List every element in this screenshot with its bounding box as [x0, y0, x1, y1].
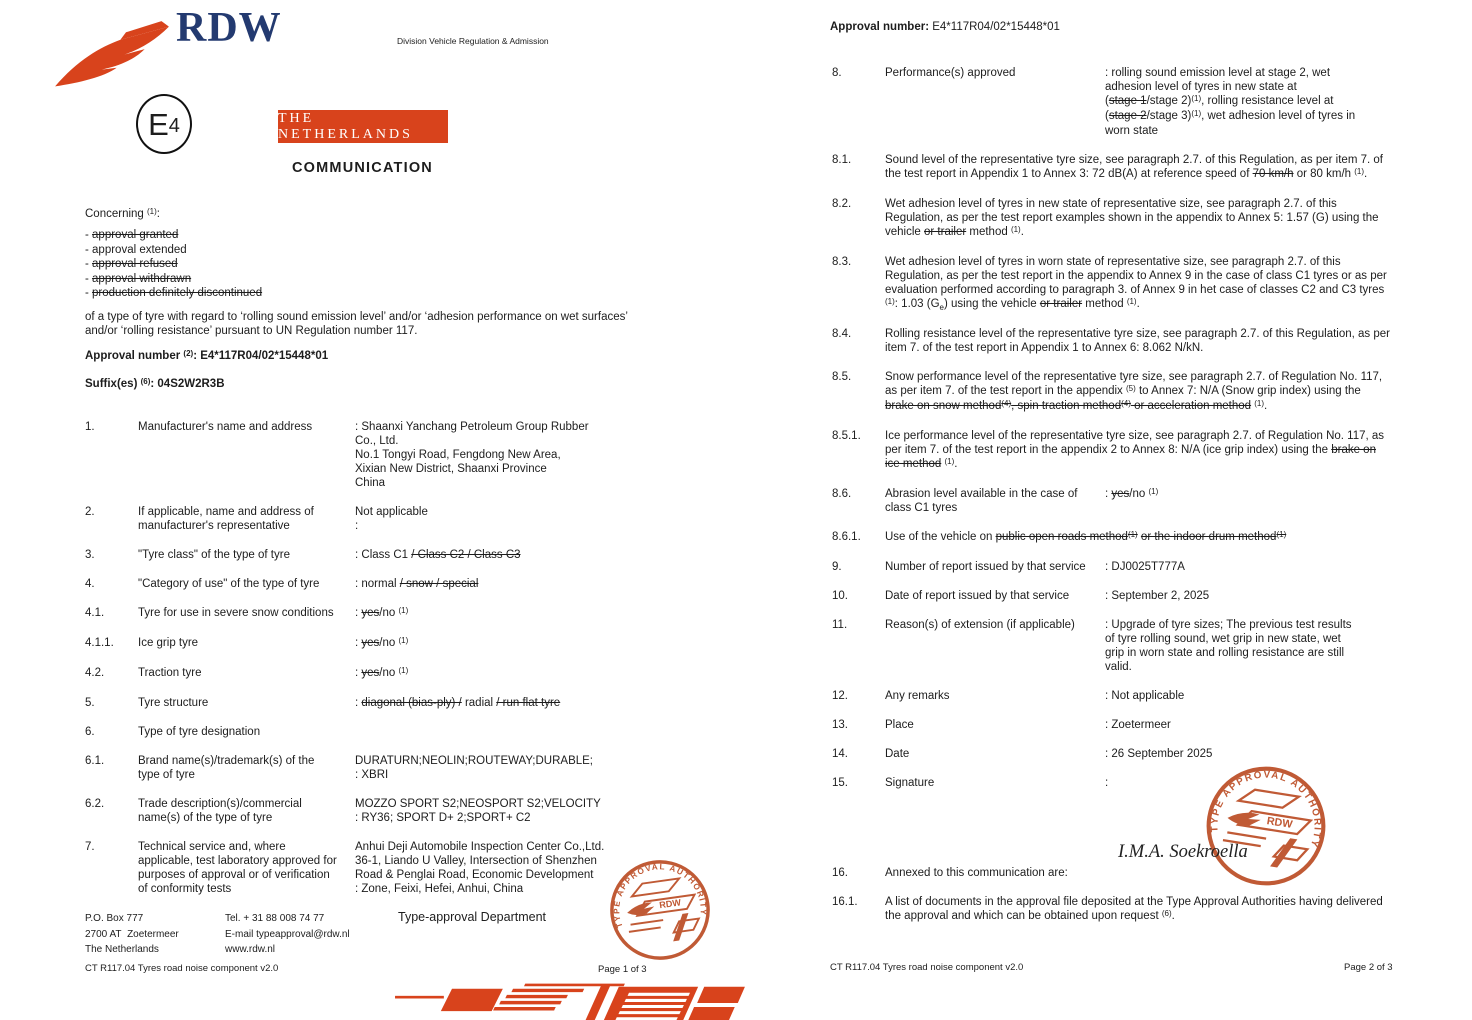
item-number: 6.2.: [85, 798, 105, 810]
concerning-option: - approval refused: [85, 258, 178, 270]
concerning-option: - approval extended: [85, 243, 187, 256]
item-label: Trade description(s)/commercial name(s) of the type of tyre: [138, 798, 302, 824]
item-label: Performance(s) approved: [885, 67, 1016, 79]
item-number: 8.: [832, 67, 842, 79]
item-number: 8.4.: [832, 328, 852, 340]
items-list-page2: [832, 66, 1390, 805]
website-line: www.rdw.nl: [225, 944, 276, 955]
item-value: :: [1105, 777, 1109, 789]
item-row: [832, 618, 1390, 674]
item-number: 1.: [85, 421, 95, 433]
page-number: Page 2 of 3: [1344, 962, 1393, 973]
item-value: : Upgrade of tyre sizes; The previous test results of tyre rolling sound, wet grip in new state, wet grip in worn state and rolling resistance are still valid.: [1105, 619, 1352, 673]
item-number: 8.1.: [832, 154, 852, 166]
item-value: : DJ0025T777A: [1105, 561, 1185, 573]
item-value: : Shaanxi Yanchang Petroleum Group Rubber Co., Ltd. No.1 Tongyi Road, Fengdong New Area, Xixian New District, Shaanxi Province China: [355, 421, 589, 489]
speed-lines-graphic: [393, 982, 749, 1020]
item-number: 5.: [85, 697, 95, 709]
item-label: Technical service and, where applicable, test laboratory approved for purposes of approval or of verification of conformity tests: [138, 841, 337, 895]
concerning-option: - approval withdrawn: [85, 272, 192, 285]
concerning-option: - production definitely discontinued: [85, 287, 263, 299]
item-number: 2.: [85, 506, 95, 518]
signature-name: I.M.A. Soekroella: [1118, 842, 1248, 862]
item-label: Brand name(s)/trademark(s) of the type of tyre: [138, 755, 315, 781]
item-row: [85, 505, 747, 533]
item-row: [832, 747, 1390, 761]
item-row: [85, 666, 747, 681]
item-text: A list of documents in the approval file deposited at the Type Approval Authorities having delivered the approval and which can be obtained upon request $^{(6)}$.: [885, 896, 1383, 922]
rdw-eagle-icon: [50, 8, 174, 92]
concerning-option: - approval granted: [85, 229, 179, 241]
footer-address: [85, 911, 179, 958]
address-line: P.O. Box 777: [85, 913, 144, 924]
item-number: 4.2.: [85, 667, 105, 679]
item-row: [832, 866, 1390, 880]
item-value: Anhui Deji Automobile Inspection Center Co.,Ltd. 36-1, Liando U Valley, Intersection of Shenzhen Road & Penglai Road, Economic Development : Zone, Feixi, Hefei, Anhui, China: [355, 841, 605, 895]
address-line: The Netherlands: [85, 944, 159, 955]
item-label: Traction tyre: [138, 667, 202, 679]
item-label: Number of report issued by that service: [885, 561, 1086, 573]
item-text: Sound level of the representative tyre size, see paragraph 2.7. of this Regulation, as per item 7. of the test report in Appendix 1 to Annex 3: 72 dB(A) at reference speed of 70 km/h or 80 km/h $^{(1)}$.: [885, 154, 1383, 180]
item-number: 8.2.: [832, 198, 852, 210]
item-row: [85, 577, 747, 591]
footer-contact: [225, 911, 350, 958]
item-value: : rolling sound emission level at stage 2, wet adhesion level of tyres in new state at (stage 1/stage 2)$^{(1)}$, rolling resistance level at (stage 2/stage 3)$^{(1)}$, wet adhesion level of tyres in worn state: [1105, 67, 1356, 137]
approval-number-line: Approval number $^{(2)}$: E4*117R04/02*15448*01: [85, 348, 329, 362]
item-text: Use of the vehicle on public open roads method$^{(1)}$ or the indoor drum method$^{(1)}$: [885, 529, 1287, 543]
stamp-ring-text: TYPE APPROVAL AUTHORITY: [612, 862, 708, 930]
item-number: 8.6.: [832, 488, 852, 500]
item-value: [355, 725, 747, 739]
approval-stamp-icon: [601, 851, 718, 968]
item-label: Tyre for use in severe snow conditions: [138, 607, 334, 619]
netherlands-banner: THE NETHERLANDS: [278, 110, 448, 143]
item-number: 16.: [832, 867, 848, 879]
stamp-rdw-label: RDW: [1265, 815, 1294, 831]
item-number: 4.1.: [85, 607, 105, 619]
item-value: : Not applicable: [1105, 690, 1185, 702]
e4-approval-mark: [136, 94, 192, 154]
item-label: Ice grip tyre: [138, 637, 199, 649]
item-row: [85, 696, 747, 710]
item-label: Signature: [885, 777, 935, 789]
item-number: 8.5.1.: [832, 430, 861, 442]
item-number: 4.1.1.: [85, 637, 114, 649]
item-row: [85, 797, 747, 825]
item-row: [85, 725, 747, 739]
page-title: COMMUNICATION: [292, 160, 433, 176]
item-row: [832, 530, 1390, 545]
item-value: : yes/no $^{(1)}$: [355, 635, 409, 649]
item-text: Wet adhesion level of tyres in new state of representative size, see paragraph 2.7. of this Regulation, as per the test report examples shown in the appendix to Annex 5: 1.57 (G) using the vehicle or trailer method $^{(1)}$.: [885, 198, 1379, 238]
item-label: Date: [885, 748, 910, 760]
stamp-ring-text: TYPE APPROVAL AUTHORITY: [1209, 769, 1323, 850]
item-value: : diagonal (bias-ply) / radial / run flat tyre: [355, 697, 561, 709]
concerning-heading: Concerning $^{(1)}$:: [85, 206, 160, 220]
doc-reference: CT R117.04 Tyres road noise component v2.0: [830, 962, 1024, 973]
page-number: Page 1 of 3: [598, 964, 647, 975]
concerning-options: [85, 228, 262, 301]
item-value: : yes/no $^{(1)}$: [355, 605, 409, 619]
item-text: Ice performance level of the representative tyre size, see paragraph 2.7. of Regulation No. 117, as per item 7. of the test report in the appendix 2 to Annex 8: N/A (ice grip index) using the brake on ice method $^{(1)}$.: [885, 430, 1385, 470]
item-label: Abrasion level available in the case of class C1 tyres: [885, 488, 1078, 514]
stamp-rdw-label: RDW: [658, 897, 682, 911]
item-value: : normal / snow / special: [355, 578, 479, 590]
address-line: 2700 AT Zoetermeer: [85, 928, 179, 940]
item-row: [85, 636, 747, 651]
item-value: : Zoetermeer: [1105, 719, 1171, 731]
item-row: [832, 66, 1390, 138]
item-row: [832, 429, 1390, 472]
item-text: Rolling resistance level of the representative tyre size, see paragraph 2.7. of this Regulation, as per item 7. of the test report in Appendix 1 to Annex 6: 8.062 N/kN.: [885, 328, 1391, 354]
item-row: [832, 327, 1390, 355]
item-number: 9.: [832, 561, 842, 573]
division-label: Division Vehicle Regulation & Admission: [397, 36, 549, 46]
item-row: [832, 153, 1390, 182]
item-number: 12.: [832, 690, 848, 702]
item-number: 14.: [832, 748, 848, 760]
item-value: Not applicable :: [355, 506, 428, 532]
item-text: Wet adhesion level of tyres in worn state of representative size, see paragraph 2.7. of this Regulation, as per the test report in the appendix to Annex 9 in the case of class C1 tyres or as per evaluation performed according to paragraph 3. of Annex 9 in het case of classes C2 and C3 tyres $^{(1)}$: 1.03 $(G_e)$ using the vehicle or trailer method $^{(1)}$.: [885, 256, 1387, 312]
item-row: [85, 548, 747, 562]
item-number: 15.: [832, 777, 848, 789]
email-line: E-mail typeapproval@rdw.nl: [225, 928, 350, 940]
item-row: [832, 718, 1390, 732]
item-value: DURATURN;NEOLIN;ROUTEWAY;DURABLE; : XBRI: [355, 755, 594, 781]
item-row: [832, 589, 1390, 603]
item-row: [85, 754, 747, 782]
item-label: Place: [885, 719, 914, 731]
item-number: 3.: [85, 549, 95, 561]
approval-number-header: Approval number: E4*117R04/02*15448*01: [830, 21, 1060, 33]
item-text: Annexed to this communication are:: [885, 867, 1068, 879]
item-number: 16.1.: [832, 896, 858, 908]
item-number: 4.: [85, 578, 95, 590]
subject-paragraph: of a type of tyre with regard to ‘rolling sound emission level’ and/or ‘adhesion performance on wet surfaces’ and/or ‘rolling resistance’ pursuant to UN Regulation number 117.: [85, 311, 628, 337]
item-number: 8.5.: [832, 371, 852, 383]
department-label: Type-approval Department: [398, 910, 546, 924]
item-row: [85, 420, 747, 490]
item-number: 8.3.: [832, 256, 852, 268]
item-row: [832, 560, 1390, 574]
item-label: Date of report issued by that service: [885, 590, 1070, 602]
item-value: : yes/no $^{(1)}$: [1105, 486, 1159, 500]
e4-letter: E: [148, 106, 169, 142]
item-row: [832, 197, 1390, 240]
item-number: 8.6.1.: [832, 531, 861, 543]
rdw-wordmark: RDW: [176, 5, 282, 51]
item-number: 11.: [832, 619, 848, 631]
item-label: If applicable, name and address of manufacturer's representative: [138, 506, 314, 532]
item-number: 6.: [85, 726, 95, 738]
phone-line: Tel. + 31 88 008 74 77: [225, 913, 325, 924]
item-number: 10.: [832, 590, 848, 602]
item-text: Snow performance level of the representative tyre size, see paragraph 2.7. of Regulation No. 117, as per item 7. of the test report in the appendix $^{(5)}$ to Annex 7: N/A (Snow grip index) using the brake on snow method$^{(4)}$, spin traction method$^{(4)}$ or acceleration method $^{(1)}$.: [885, 371, 1383, 412]
item-label: Reason(s) of extension (if applicable): [885, 619, 1075, 631]
item-label: Tyre structure: [138, 697, 209, 709]
e4-number: 4: [168, 114, 180, 137]
item-row: [832, 487, 1390, 515]
items-list-page1: [85, 420, 747, 911]
item-label: Any remarks: [885, 690, 950, 702]
item-number: 6.1.: [85, 755, 105, 767]
item-number: 7.: [85, 841, 95, 853]
item-row: [832, 255, 1390, 312]
doc-reference: CT R117.04 Tyres road noise component v2.0: [85, 963, 279, 974]
item-value: : September 2, 2025: [1105, 590, 1210, 602]
item-row: [832, 370, 1390, 414]
item-value: : yes/no $^{(1)}$: [355, 665, 409, 679]
suffix-line: Suffix(es) $^{(6)}$: 04S2W2R3B: [85, 376, 225, 390]
item-label: "Tyre class" of the type of tyre: [138, 549, 290, 561]
items-list-annex: [832, 866, 1390, 939]
item-label: Type of tyre designation: [138, 726, 261, 738]
item-row: [832, 689, 1390, 703]
item-value: MOZZO SPORT S2;NEOSPORT S2;VELOCITY : RY36; SPORT D+ 2;SPORT+ C2: [355, 798, 601, 824]
item-value: : 26 September 2025: [1105, 748, 1213, 760]
item-number: 13.: [832, 719, 848, 731]
item-row: [85, 606, 747, 621]
item-row: [832, 895, 1390, 924]
item-label: "Category of use" of the type of tyre: [138, 578, 320, 590]
item-value: : Class C1 / Class C2 / Class C3: [355, 549, 521, 561]
item-label: Manufacturer's name and address: [138, 421, 313, 433]
